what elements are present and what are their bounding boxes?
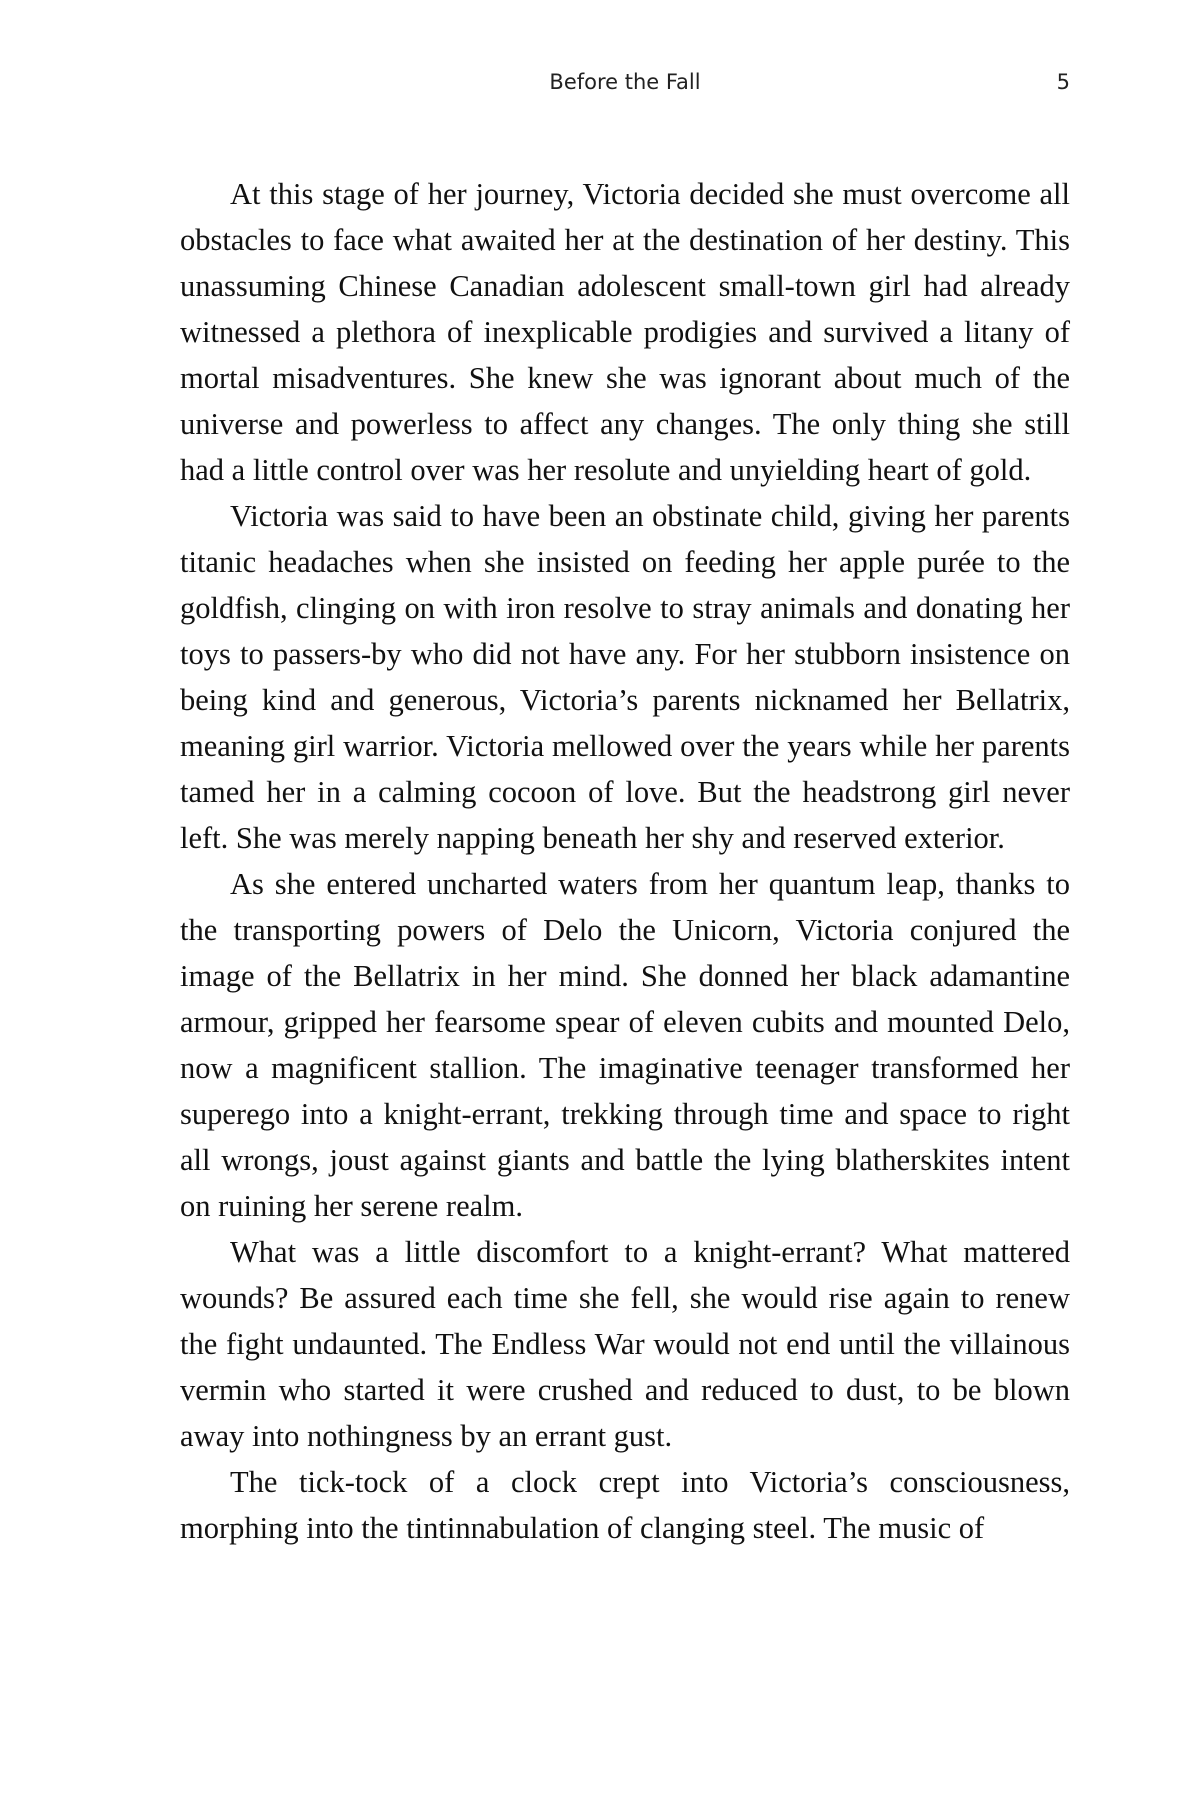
running-title: Before the Fall: [549, 70, 701, 94]
paragraph: The tick-tock of a clock crept into Victoria’s consciousness, morphing into the tintinnabulation of clanging steel. The music of: [180, 1465, 1070, 1545]
paragraph: What was a little discomfort to a knight-errant? What mattered wounds? Be assured each time she fell, she would rise again to renew the fight undaunted. The Endless War would not end until the villainous vermin who started it were crushed and reduced to dust, to be blown away into nothingness by an errant gust.: [180, 1235, 1070, 1453]
paragraph: Victoria was said to have been an obstinate child, giving her parents titanic headaches when she insisted on feeding her apple purée to the goldfish, clinging on with iron resolve to stray animals and donating her toys to passers-by who did not have any. For her stubborn insistence on being kind and generous, Victoria’s parents nicknamed her Bellatrix, meaning girl warrior. Victoria mellowed over the years while her parents tamed her in a calming cocoon of love. But the headstrong girl never left. She was merely napping beneath her shy and reserved exterior.: [180, 499, 1070, 855]
paragraph: At this stage of her journey, Victoria decided she must overcome all obstacles to face what awaited her at the destination of her destiny. This unassuming Chinese Canadian adolescent small-town girl had already witnessed a plethora of inexplicable prodigies and survived a litany of mortal misadventures. She knew she was ignorant about much of the universe and powerless to affect any changes. The only thing she still had a little control over was her resolute and unyielding heart of gold.: [180, 177, 1070, 487]
running-header: [180, 70, 1070, 100]
paragraph: As she entered uncharted waters from her quantum leap, thanks to the transporting powers of Delo the Unicorn, Victoria conjured the image of the Bellatrix in her mind. She donned her black adamantine armour, gripped her fearsome spear of eleven cubits and mounted Delo, now a magnificent stallion. The imaginative teenager transformed her superego into a knight-errant, trekking through time and space to right all wrongs, joust against giants and battle the lying blatherskites intent on ruining her serene realm.: [180, 867, 1070, 1223]
page-number: 5: [1056, 70, 1070, 94]
body-text: [180, 171, 1070, 1551]
